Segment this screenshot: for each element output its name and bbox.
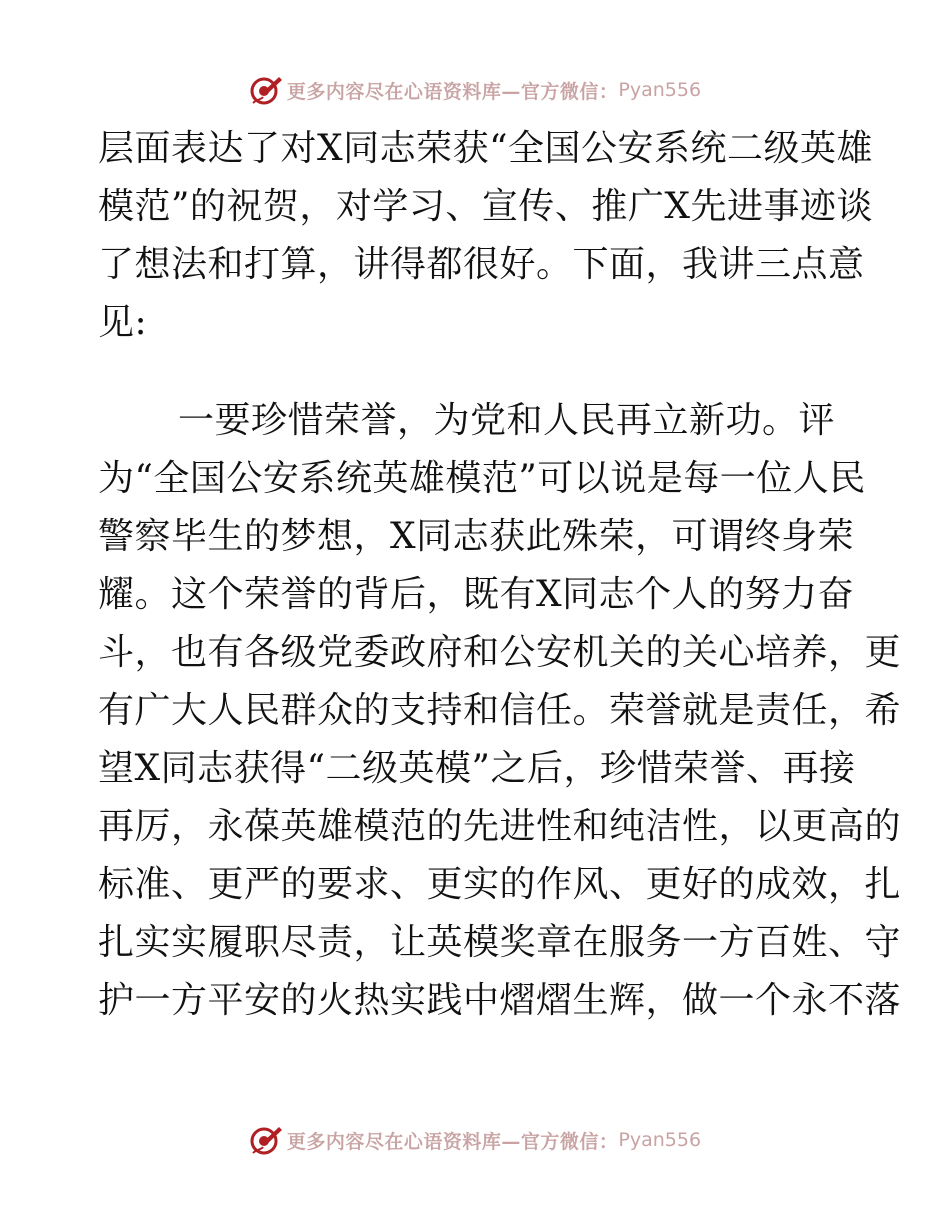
header-banner — [0, 70, 950, 110]
text-line: 望X同志获得“二级英模”之后，珍惜荣誉、再接 — [98, 748, 856, 789]
header-banner-text: 更多内容尽在心语资料库—官方微信： — [286, 80, 619, 103]
text-line: 警察毕生的梦想，X同志获此殊荣，可谓终身荣 — [98, 516, 855, 557]
pen-logo-icon — [249, 1123, 283, 1157]
text-line: 见: — [98, 302, 148, 343]
paragraph-heading-line: 一要珍惜荣誉，为党和人民再立新功。评 — [178, 400, 836, 441]
text-line: 扎实实履职尽责，让英模奖章在服务一方百姓、守 — [98, 922, 902, 963]
footer-banner-text: 更多内容尽在心语资料库—官方微信： — [286, 1130, 619, 1153]
text-line: 有广大人民群众的支持和信任。荣誉就是责任，希 — [98, 690, 902, 731]
text-line: 护一方平安的火热实践中熠熠生辉，做一个永不落 — [98, 980, 902, 1021]
text-line: 层面表达了对X同志荣获“全国公安系统二级英雄 — [98, 128, 874, 169]
text-line: 耀。这个荣誉的背后，既有X同志个人的努力奋 — [98, 574, 855, 615]
text-line: 斗，也有各级党委政府和公安机关的关心培养，更 — [98, 632, 902, 673]
footer-banner — [0, 1120, 950, 1160]
pen-logo-icon — [249, 73, 283, 107]
text-line: 标准、更严的要求、更实的作风、更好的成效，扎 — [98, 864, 902, 905]
text-line: 模范”的祝贺，对学习、宣传、推广X先进事迹谈 — [98, 186, 874, 227]
text-line: 为“全国公安系统英雄模范”可以说是每一位人民 — [98, 458, 866, 499]
text-line: 了想法和打算，讲得都很好。下面，我讲三点意 — [98, 244, 865, 285]
text-line: 再厉，永葆英雄模范的先进性和纯洁性，以更高的 — [98, 806, 902, 847]
paragraph-gap — [98, 352, 858, 392]
document-body — [98, 120, 902, 1030]
footer-wechat-id: Pyan556 — [618, 1129, 702, 1151]
header-wechat-id: Pyan556 — [618, 79, 702, 101]
